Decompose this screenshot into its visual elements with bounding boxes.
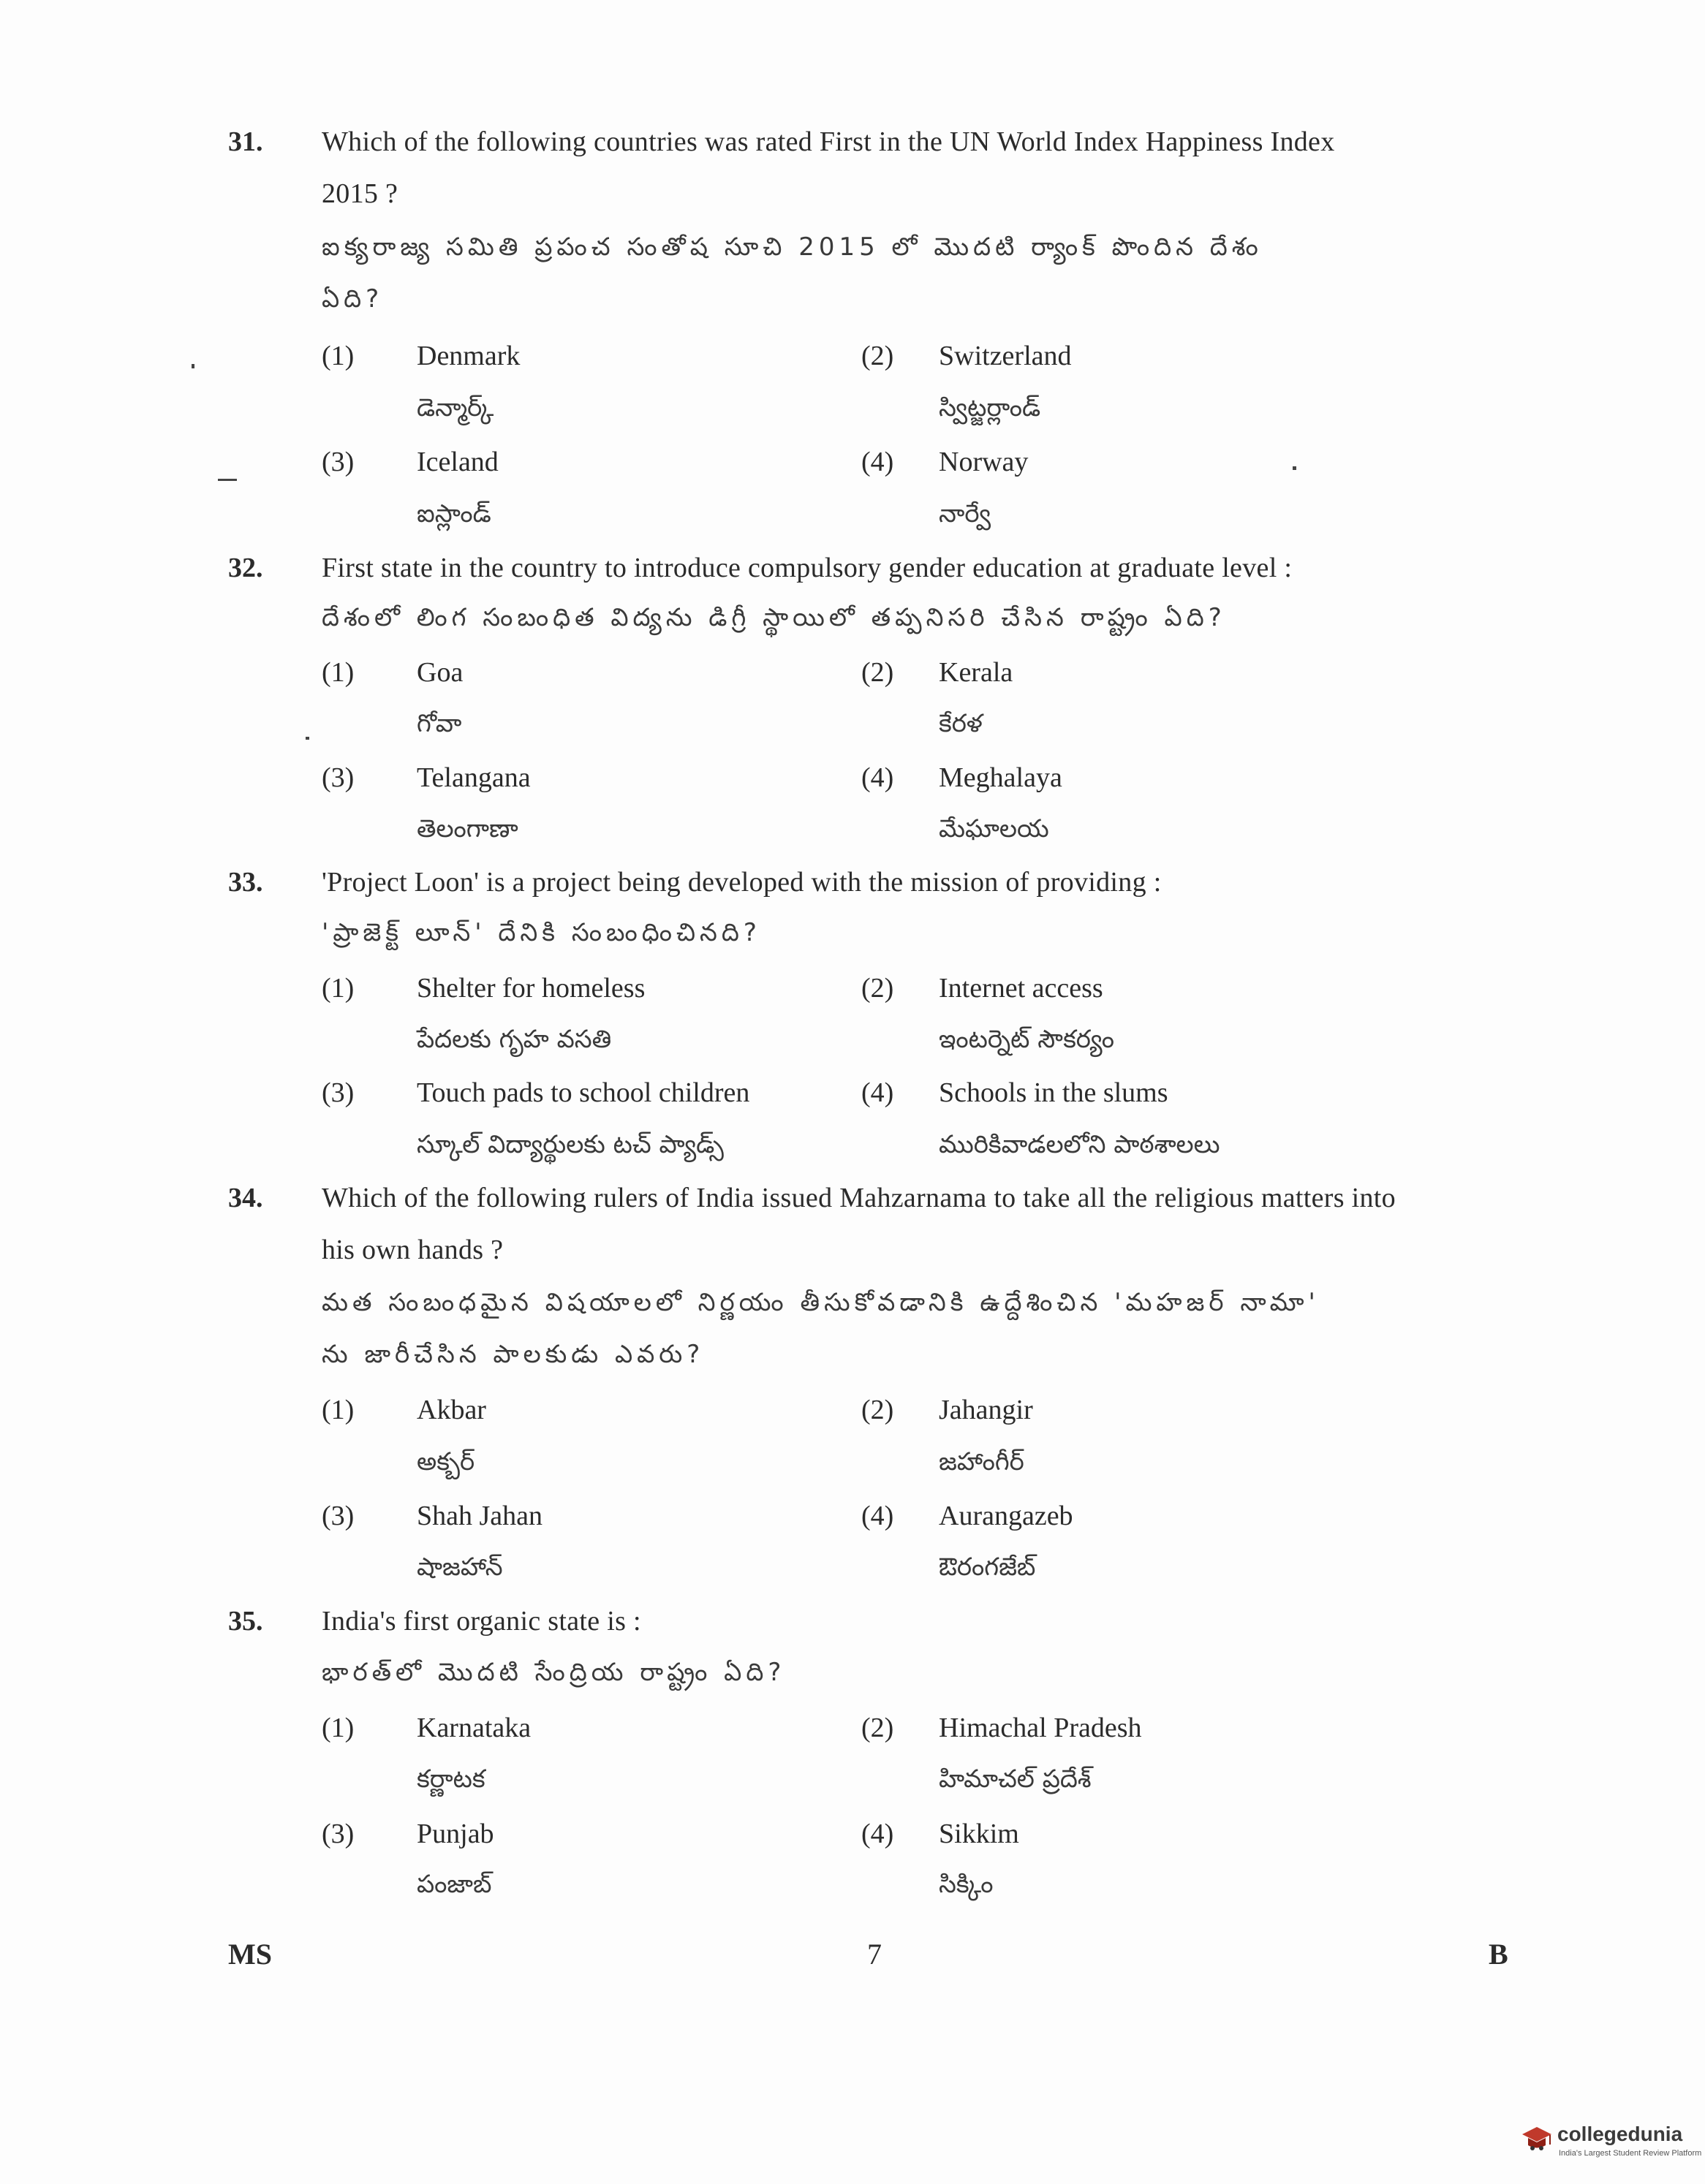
option-number: (4) [861,762,894,793]
question-number: 31. [228,126,263,157]
option-text-te: సిక్కిం [939,1870,994,1899]
option-text-te: నార్వే [939,499,991,528]
question-text-en: First state in the country to introduce compulsory gender education at graduate level : [322,553,1293,583]
option-number: (1) [322,341,355,371]
option-number: (1) [322,1713,355,1743]
option-number: (4) [861,447,894,477]
option-text-en: Switzerland [939,341,1072,371]
question-text-en: 'Project Loon' is a project being developed with the mission of providing : [322,867,1162,898]
scan-speck [192,364,194,368]
option-text-te: జహాంగీర్ [939,1447,1024,1476]
option-number: (3) [322,447,355,477]
option-number: (4) [861,1819,894,1849]
option-number: (1) [322,1395,355,1425]
option-number: (3) [322,1501,355,1531]
option-number: (4) [861,1501,894,1531]
option-text-en: Sikkim [939,1819,1019,1849]
question-text-te: 'ప్రాజెక్ట్ లూన్' దేనికి సంబంధించినది? [322,918,761,947]
option-text-te: అక్బర్ [417,1447,475,1476]
question-text-te: ఐక్యరాజ్య సమితి ప్రపంచ సంతోష సూచి 2015 లో మొదటి ర్యాంక్ పొందిన దేశం [322,232,1263,262]
page-number: 7 [867,1938,882,1971]
option-text-te: కర్ణాటక [417,1764,485,1794]
option-number: (1) [322,973,355,1004]
option-number: (3) [322,1077,355,1108]
option-text-te: స్కూల్ విద్యార్థులకు టచ్ ప్యాడ్స్ [417,1130,724,1159]
question-text-te: ను జారీచేసిన పాలకుడు ఎవరు? [322,1340,705,1369]
booklet-series: B [1489,1938,1508,1971]
option-text-te: స్విట్జర్లాండ్ [939,393,1041,422]
option-text-en: Shah Jahan [417,1501,543,1531]
option-text-en: Aurangazeb [939,1501,1073,1531]
question-text-te: దేశంలో లింగ సంబంధిత విద్యను డిగ్రీ స్థాయిలో తప్పనిసరి చేసిన రాష్ట్రం ఏది? [322,603,1226,632]
option-text-te: మేఘాలయ [939,814,1049,843]
graduation-cap-icon [1521,2123,1553,2155]
collegedunia-watermark [1521,2117,1702,2168]
option-number: (1) [322,657,355,688]
option-number: (2) [861,657,894,688]
option-text-en: Meghalaya [939,762,1062,793]
option-number: (2) [861,341,894,371]
question-text-te: మత సంబంధమైన విషయాలలో నిర్ణయం తీసుకోవడానికి ఉద్దేశించిన 'మహజర్ నామా' [322,1288,1320,1317]
option-text-te: కేరళ [939,709,983,738]
option-number: (2) [861,1713,894,1743]
question-text-en: his own hands ? [322,1235,504,1265]
option-text-en: Denmark [417,341,521,371]
question-number: 32. [228,553,263,583]
option-text-en: Norway [939,447,1029,477]
option-number: (2) [861,1395,894,1425]
question-text-te: భారత్‌లో మొదటి సేంద్రియ రాష్ట్రం ఏది? [322,1658,786,1687]
question-text-en: India's first organic state is : [322,1606,641,1637]
option-text-te: ఔరంగజేబ్ [939,1552,1036,1582]
option-text-te: షాజహాన్ [417,1552,503,1582]
question-text-en: Which of the following rulers of India issued Mahzarnama to take all the religious matters into [322,1183,1396,1213]
question-number: 34. [228,1183,263,1213]
option-text-en: Internet access [939,973,1103,1004]
scan-speck [306,737,309,740]
option-text-en: Jahangir [939,1395,1033,1425]
footer-code: MS [228,1938,272,1971]
question-text-en: 2015 ? [322,178,398,209]
option-text-te: గోవా [417,709,462,738]
option-text-en: Kerala [939,657,1013,688]
option-text-te: పంజాబ్ [417,1870,492,1899]
question-number: 33. [228,867,263,898]
option-text-en: Akbar [417,1395,486,1425]
scan-speck [218,479,237,481]
option-number: (3) [322,762,355,793]
question-text-en: Which of the following countries was rated First in the UN World Index Happiness Index [322,126,1335,157]
scan-speck [1293,466,1296,470]
option-text-en: Goa [417,657,464,688]
question-number: 35. [228,1606,263,1637]
option-text-te: తెలంగాణా [417,814,518,843]
option-text-en: Iceland [417,447,499,477]
option-text-te: పేదలకు గృహ వసతి [417,1025,612,1054]
brand-name: collegedunia [1557,2123,1683,2145]
option-text-en: Telangana [417,762,531,793]
option-text-en: Schools in the slums [939,1077,1168,1108]
option-text-te: హిమాచల్ ప్రదేశ్ [939,1764,1092,1794]
option-text-en: Punjab [417,1819,494,1849]
option-text-en: Shelter for homeless [417,973,646,1004]
option-text-en: Himachal Pradesh [939,1713,1142,1743]
option-number: (2) [861,973,894,1004]
option-text-te: మురికివాడలలోని పాఠశాలలు [939,1130,1220,1159]
option-number: (3) [322,1819,355,1849]
option-text-te: డెన్మార్క్ [417,393,494,422]
option-text-te: ఐస్లాండ్ [417,499,491,528]
option-number: (4) [861,1077,894,1108]
question-text-te: ఏది? [322,284,384,314]
option-text-en: Karnataka [417,1713,532,1743]
option-text-te: ఇంటర్నెట్ సౌకర్యం [939,1025,1115,1054]
option-text-en: Touch pads to school children [417,1077,750,1108]
brand-tagline: India's Largest Student Review Platform [1559,2149,1702,2158]
